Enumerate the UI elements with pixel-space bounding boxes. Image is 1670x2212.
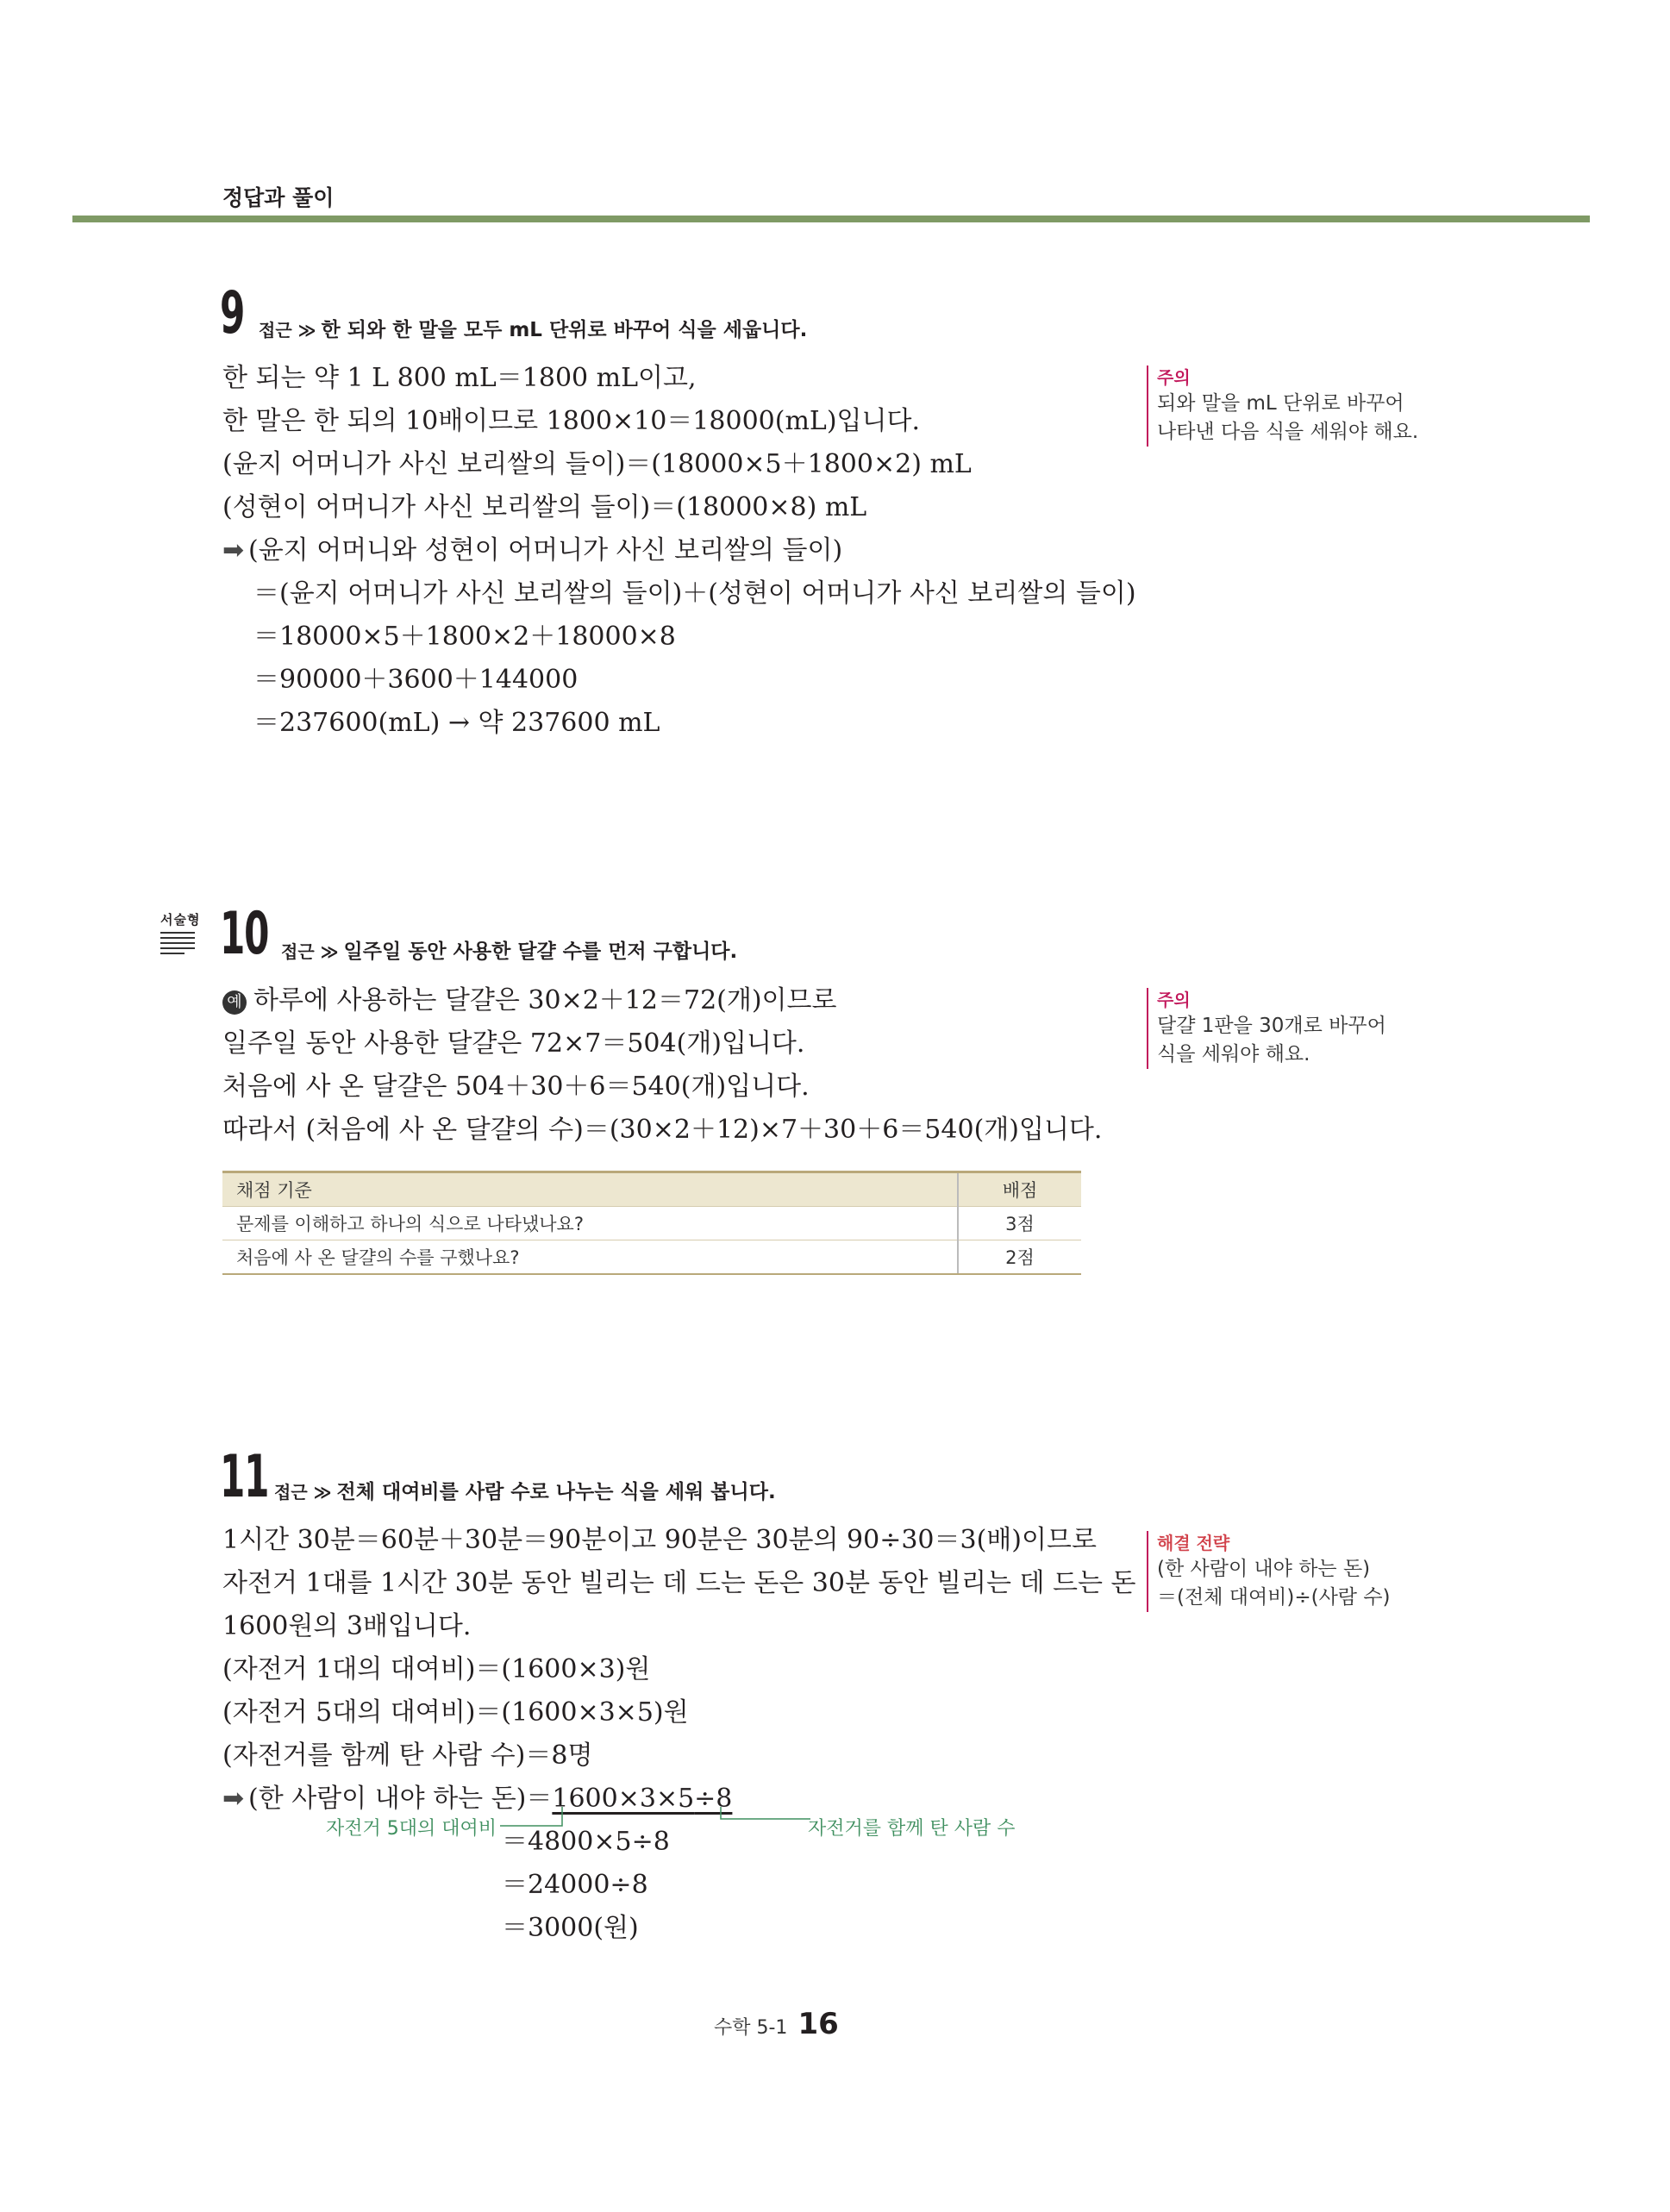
solution-line: ＝90000＋3600＋144000 — [253, 665, 579, 695]
solution-step: ＝24000÷8 — [502, 1870, 648, 1900]
solution-line: (윤지 어머니가 사신 보리쌀의 들이)＝(18000×5＋1800×2) mL — [222, 449, 972, 479]
solution-line: ＝18000×5＋1800×2＋18000×8 — [253, 622, 676, 652]
solution-line: 1시간 30분＝60분＋30분＝90분이고 90분은 30분의 90÷30＝3(배)이므로 — [222, 1525, 1097, 1555]
table-header-row — [222, 1172, 1081, 1207]
question-9-approach — [259, 314, 807, 342]
essay-type-badge — [160, 910, 201, 954]
note-line: ＝(전체 대여비)÷(사람 수) — [1157, 1586, 1391, 1609]
question-11-number: 11 — [220, 1443, 269, 1511]
table-row — [222, 1240, 1081, 1275]
question-11-side-note — [1147, 1531, 1391, 1612]
page-header-title: 정답과 풀이 — [222, 185, 335, 210]
approach-text: 한 되와 한 말을 모두 mL 단위로 바꾸어 식을 세웁니다. — [321, 319, 808, 341]
solution-line: 한 말은 한 되의 10배이므로 1800×10＝18000(mL)입니다. — [222, 406, 921, 436]
note-label: 주의 — [1157, 990, 1191, 1010]
question-11-approach — [274, 1476, 776, 1504]
table-cell-points: 2점 — [958, 1240, 1081, 1275]
table-row — [222, 1207, 1081, 1240]
solution-line: ＝(윤지 어머니가 사신 보리쌀의 들이)＋(성현이 어머니가 사신 보리쌀의 들이) — [253, 578, 1136, 609]
solution-line: (성현이 어머니가 사신 보리쌀의 들이)＝(18000×8) mL — [222, 492, 867, 522]
arrow-icon: ➡ — [222, 535, 245, 565]
question-9-side-note — [1147, 366, 1418, 447]
solution-step: ＝4800×5÷8 — [502, 1827, 670, 1857]
table-cell-criteria: 문제를 이해하고 하나의 식으로 나타냈나요? — [222, 1207, 958, 1240]
question-10-approach — [281, 935, 737, 964]
essay-label: 서술형 — [160, 912, 201, 928]
question-9-number: 9 — [220, 279, 245, 347]
table-header-criteria: 채점 기준 — [222, 1172, 958, 1207]
scoring-table — [222, 1171, 1081, 1275]
note-line: 식을 세워야 해요. — [1157, 1043, 1310, 1065]
question-10-side-note — [1147, 988, 1386, 1069]
table-cell-points: 3점 — [958, 1207, 1081, 1240]
page-number: 16 — [797, 2007, 839, 2041]
approach-text: 일주일 동안 사용한 달걀 수를 먼저 구합니다. — [343, 940, 738, 963]
question-11-solution — [222, 1519, 1135, 1821]
note-line: 나타낸 다음 식을 세워야 해요. — [1157, 421, 1419, 443]
table-cell-criteria: 처음에 사 온 달걀의 수를 구했나요? — [222, 1240, 958, 1275]
final-expression-product: 1600×3×5 — [552, 1784, 695, 1814]
approach-text: 전체 대여비를 사람 수로 나누는 식을 세워 봅니다. — [336, 1481, 776, 1503]
question-11-steps — [502, 1821, 670, 1950]
table-header-points: 배점 — [958, 1172, 1081, 1207]
solution-line: ＝237600(mL) → 약 237600 mL — [253, 708, 660, 738]
final-expression-divisor: ÷8 — [694, 1784, 733, 1814]
note-label: 주의 — [1157, 367, 1191, 388]
solution-line: 하루에 사용하는 달걀은 30×2＋12＝72(개)이므로 — [253, 985, 837, 1015]
arrow-icon: ➡ — [222, 1784, 245, 1814]
annotation-people-count: 자전거를 함께 탄 사람 수 — [808, 1818, 1016, 1840]
solution-line: (자전거 1대의 대여비)＝(1600×3)원 — [222, 1654, 651, 1684]
solution-line: 따라서 (처음에 사 온 달걀의 수)＝(30×2＋12)×7＋30＋6＝540(개)입니다. — [222, 1115, 1103, 1145]
header-divider — [72, 216, 1590, 222]
annotation-total-rental: 자전거 5대의 대여비 — [326, 1818, 497, 1840]
solution-step: ＝3000(원) — [502, 1913, 639, 1943]
solution-line: 처음에 사 온 달걀은 504＋30＋6＝540(개)입니다. — [222, 1072, 810, 1102]
solution-line: (자전거를 함께 탄 사람 수)＝8명 — [222, 1740, 593, 1771]
solution-line: (윤지 어머니와 성현이 어머니가 사신 보리쌀의 들이) — [248, 535, 843, 565]
question-9-solution — [222, 357, 1136, 745]
page-footer — [714, 2007, 839, 2041]
note-line: 되와 말을 mL 단위로 바꾸어 — [1157, 392, 1404, 415]
question-10-solution — [222, 979, 1102, 1152]
approach-tag: 접근 ≫ — [274, 1482, 332, 1503]
approach-tag: 접근 ≫ — [259, 320, 316, 341]
solution-line: 한 되는 약 1 L 800 mL＝1800 mL이고, — [222, 363, 697, 393]
solution-line: 1600원의 3배입니다. — [222, 1611, 472, 1641]
question-10-number: 10 — [220, 900, 269, 968]
solution-line: (자전거 5대의 대여비)＝(1600×3×5)원 — [222, 1697, 689, 1728]
solution-line: 자전거 1대를 1시간 30분 동안 빌리는 데 드는 돈은 30분 동안 빌리는 데 드는 돈 — [222, 1568, 1136, 1598]
note-label: 해결 전략 — [1157, 1533, 1230, 1553]
note-line: 달걀 1판을 30개로 바꾸어 — [1157, 1015, 1386, 1037]
approach-tag: 접근 ≫ — [281, 941, 339, 962]
final-expression-lhs: (한 사람이 내야 하는 돈)＝ — [248, 1784, 553, 1814]
solution-line: 일주일 동안 사용한 달걀은 72×7＝504(개)입니다. — [222, 1028, 805, 1059]
note-line: (한 사람이 내야 하는 돈) — [1157, 1558, 1371, 1580]
footer-subject: 수학 5-1 — [714, 2017, 788, 2039]
example-mark: 예 — [222, 990, 247, 1015]
